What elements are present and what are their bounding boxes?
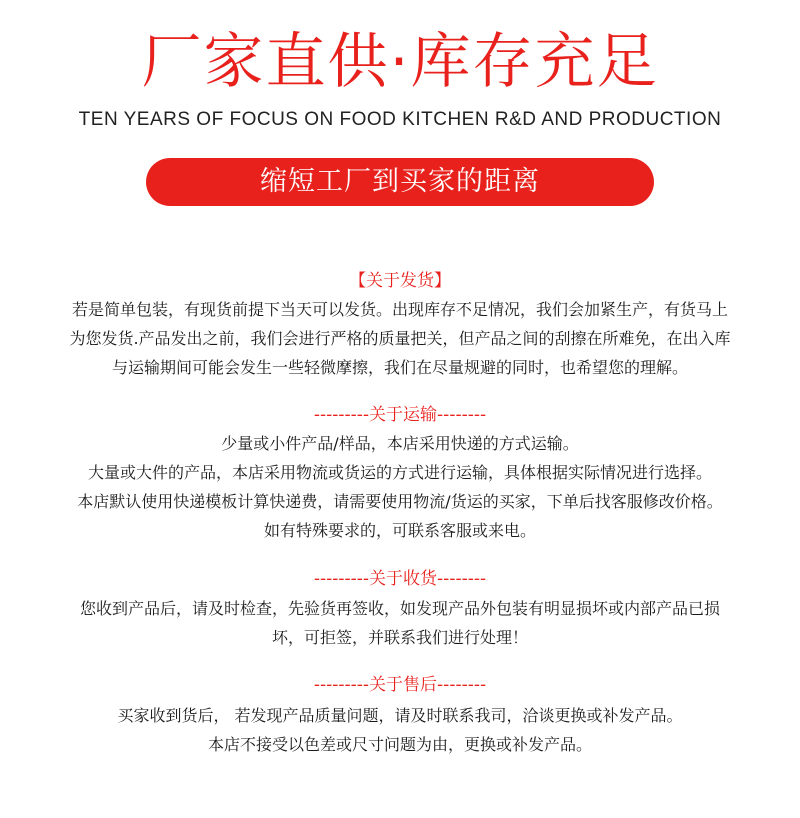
shipping-line-1: 若是简单包装，有现货前提下当天可以发货。出现库存不足情况，我们会加紧生产，有货马上 (71, 300, 728, 319)
transport-line-1: 少量或小件产品/样品，本店采用快递的方式运输。 (221, 434, 579, 453)
section-title-shipping: 【关于发货】 (349, 271, 451, 291)
shipping-line-2: 为您发货.产品发出之前，我们会进行严格的质量把关，但产品之间的刮擦在所难免，在出入库 (69, 329, 731, 348)
shipping-line-3: 与运输期间可能会发生一些轻微摩擦，我们在尽量规避的同时，也希望您的理解。 (111, 358, 688, 377)
transport-line-3: 本店默认使用快递模板计算快递费，请需要使用物流/货运的买家，下单后找客服修改价格。 (77, 492, 723, 511)
after-sales-line-1: 买家收到货后， 若发现产品质量问题，请及时联系我司，洽谈更换或补发产品。 (117, 706, 683, 725)
section-title-receiving: ---------关于收货-------- (313, 569, 487, 589)
page-headline: 厂家直供·库存充足 (141, 27, 659, 97)
slogan-banner: 缩短工厂到买家的距离 (146, 158, 654, 206)
section-title-transport: ---------关于运输-------- (313, 405, 487, 425)
receiving-line-2: 坏，可拒签，并联系我们进行处理！ (271, 628, 528, 647)
transport-line-2: 大量或大件的产品，本店采用物流或货运的方式进行运输，具体根据实际情况进行选择。 (87, 463, 712, 482)
page-subline: TEN YEARS OF FOCUS ON FOOD KITCHEN R&D AND PRODUCTION (78, 109, 722, 130)
receiving-line-1: 您收到产品后，请及时检查，先验货再签收，如发现产品外包装有明显损坏或内部产品已损 (79, 599, 720, 618)
after-sales-line-2: 本店不接受以色差或尺寸问题为由，更换或补发产品。 (207, 735, 592, 754)
section-title-after-sales: ---------关于售后-------- (313, 675, 487, 695)
transport-line-4: 如有特殊要求的，可联系客服或来电。 (263, 521, 536, 540)
